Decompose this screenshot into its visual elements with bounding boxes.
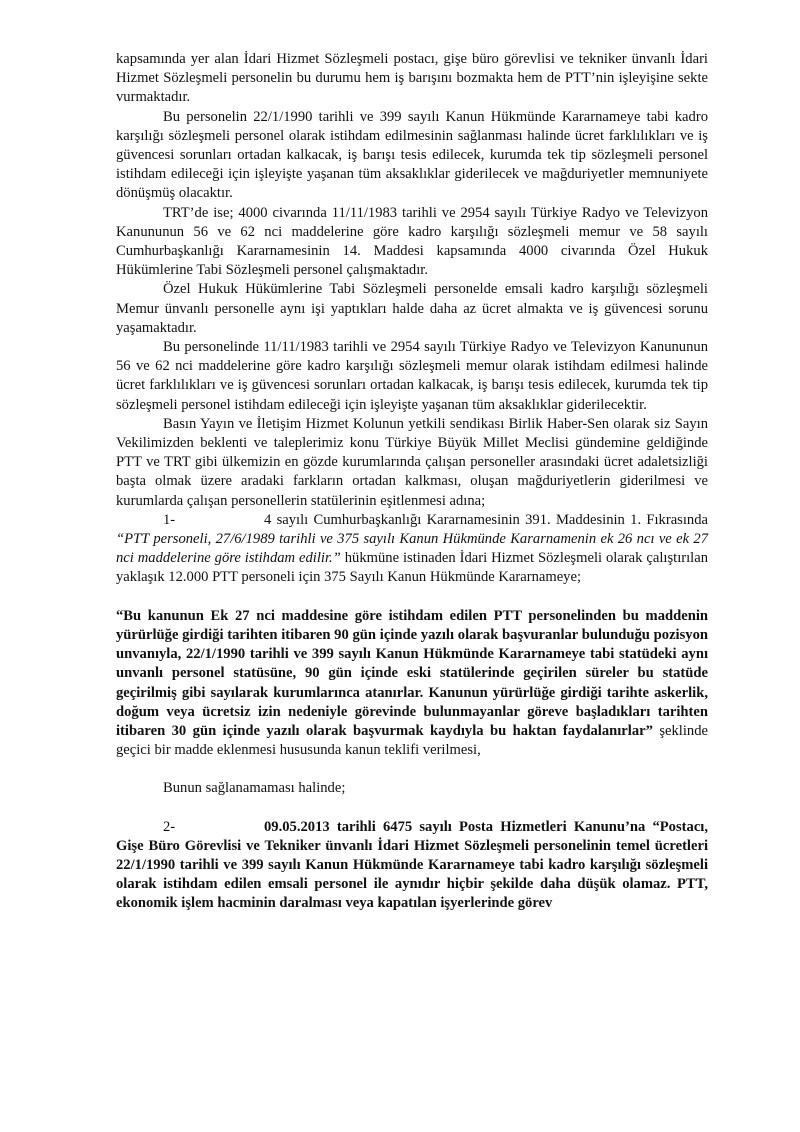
list-number-2: 2- bbox=[163, 818, 176, 835]
list-item-1-quote: “PTT personeli, 27/6/1989 tarihli ve 375 sayılı Kanun Hükmünde Kararnamenin ek 26 ncı ve ek 27 nci maddelerine göre istihdam edilir.” bbox=[116, 531, 708, 567]
proposal-bold-text: “Bu kanunun Ek 27 nci maddesine göre istihdam edilen PTT personelinden bu maddenin yürürlüğe girdiği tarihten itibaren 90 gün içinde yazılı olarak başvuranlar bulunduğu pozisyon unvanıyla, 22/1/1990 tarihli ve 399 sayılı Kanun Hükmünde Kararnameye tabi statüdeki aynı unvanlı personel statüsüne, 90 gün içinde eski statülerinde geçirilen süreler bu statüde geçirilmiş gibi sayılarak kurumlarınca atanırlar. Kanunun yürürlüğe girdiği tarihte askerlik, doğum veya ücretsiz izin nedeniyle görevinde bulunmayanlar göreve başladıkları tarihten itibaren 30 gün içinde yazılı olarak başvurmak kaydıyla bu haktan faydalanırlar” bbox=[116, 607, 708, 739]
document-page bbox=[116, 50, 708, 914]
paragraph-union-request: Basın Yayın ve İletişim Hizmet Kolunun yetkili sendikası Birlik Haber-Sen olarak siz Sayın Vekilimizden beklenti ve taleplerimiz konu Türkiye Büyük Millet Meclisi gündemine geldiğinde PTT ve TRT gibi ülkemizin en gözde kurumlarında çalışan personeller arasındaki ücret adaletsizliği başta olmak üzere aradaki farkların ortadan kalkması, oluşan mağduriyetlerin giderilmesi ve kurumlarda çalışan personellerin statülerinin eşitlenmesi adına; bbox=[116, 415, 708, 509]
paragraph-trt-remedy: Bu personelinde 11/11/1983 tarihli ve 2954 sayılı Türkiye Radyo ve Televizyon Kanununun 56 ve 62 nci maddelerine göre kadro karşılığı sözleşmeli memur olarak istihdam edilmesi halinde ücret farklılıkları ve iş güvencesi sorunları ortadan kalkacak, iş barışı tesis edilecek, kurumda tek tip sözleşmeli personel istihdam edileceği için işleyişte yaşanan tüm aksaklıklar giderilecektir. bbox=[116, 339, 708, 413]
fallback-line: Bunun sağlanamaması halinde; bbox=[163, 780, 346, 797]
list-item-1-intro: 4 sayılı Cumhurbaşkanlığı Kararnamesinin 391. Maddesinin 1. Fıkrasında bbox=[264, 511, 708, 528]
paragraph-ptt-remedy: Bu personelin 22/1/1990 tarihli ve 399 sayılı Kanun Hükmünde Kararnameye tabi kadro karşılığı sözleşmeli personel olarak istihdam edilmesinin sağlanması halinde ücret farklılıkları ve iş güvencesi sorunları ortadan kalkacak, iş barışı tesis edilecek, kurumda tek tip sözleşmeli personel istihdam edileceği için işleyişte yaşanan tüm aksaklıklar giderilecek ve mağduriyetler memnuniyete dönüşmüş olacaktır. bbox=[116, 108, 708, 202]
paragraph-trt-status: TRT’de ise; 4000 civarında 11/11/1983 tarihli ve 2954 sayılı Türkiye Radyo ve Televizyon Kanununun 56 ve 62 nci maddelerine göre kadro karşılığı sözleşmeli memur ve 58 sayılı Cumhurbaşkanlığı Kararnamesinin 14. Maddesi kapsamında 4000 civarında Özel Hukuk Hükümlerine Tabi Sözleşmeli personel çalışmaktadır. bbox=[116, 204, 708, 279]
proposal-paragraph bbox=[116, 607, 708, 761]
list-item-2 bbox=[116, 818, 708, 914]
paragraph-continuation: kapsamında yer alan İdari Hizmet Sözleşmeli postacı, gişe büro görevlisi ve tekniker ünvanlı İdari Hizmet Sözleşmeli personelin bu durumu hem iş barışını bozmakta hem de PTT’nin işleyişine sekte vurmaktadır. bbox=[116, 51, 708, 106]
list-item-1 bbox=[116, 511, 708, 588]
list-number-1: 1- bbox=[163, 511, 176, 528]
paragraph-trt-problem: Özel Hukuk Hükümlerine Tabi Sözleşmeli personelde emsali kadro karşılığı sözleşmeli Memur ünvanlı personelle aynı işi yaptıkları halde daha az ücret almakta ve iş güvencesi sorunu yaşamaktadır. bbox=[116, 281, 708, 336]
list-item-2-text: 09.05.2013 tarihli 6475 sayılı Posta Hizmetleri Kanunu’na “Postacı, Gişe Büro Görevlisi ve Tekniker ünvanlı İdari Hizmet Sözleşmeli personelinin temel ücretleri 22/1/1990 tarihli ve 399 sayılı Kanun Hükmünde Kararnameye tabi kadro karşılığı sözleşmeli olarak istihdam edilen emsali personel ile aynıdır hiçbir şekilde daha düşük olamaz. PTT, ekonomik işlem hacminin daralması veya kapatılan işyerlerinde görev bbox=[116, 818, 708, 912]
list-item-1-rest: hükmüne istinaden İdari Hizmet Sözleşmeli olarak çalıştırılan yaklaşık 12.000 PTT personeli için 375 Sayılı Kanun Hükmünde Kararnameye; bbox=[116, 550, 708, 586]
proposal-tail: şeklinde geçici bir madde eklenmesi hususunda kanun teklifi verilmesi, bbox=[116, 722, 708, 759]
